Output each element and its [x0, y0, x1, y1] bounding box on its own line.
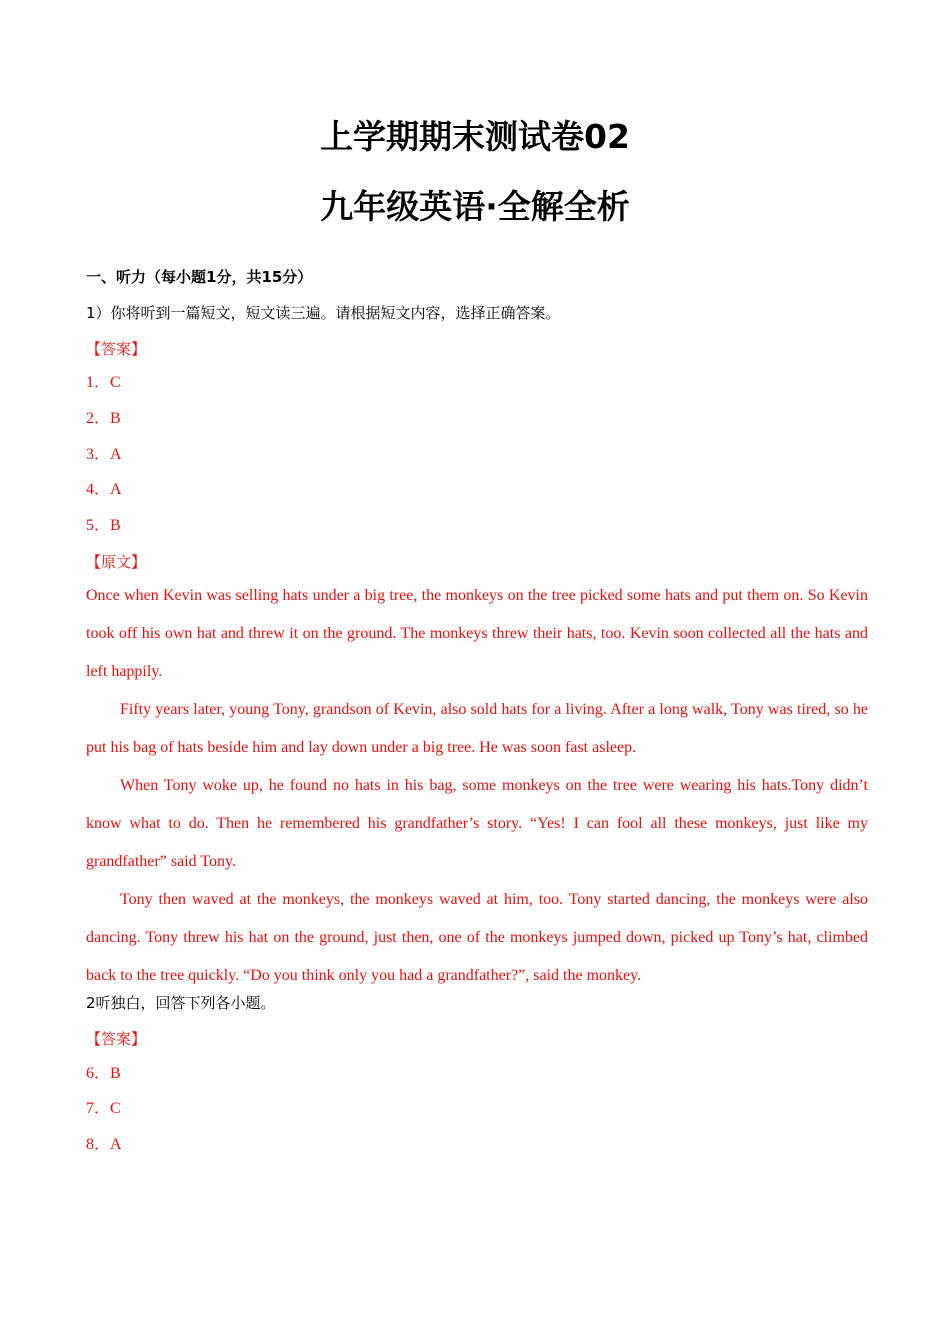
answer-label: 【答案】 [86, 340, 147, 358]
part1-instruction: 1）你将听到一篇短文，短文读三遍。请根据短文内容，选择正确答案。 [86, 304, 561, 322]
transcript-label: 【原文】 [86, 553, 147, 571]
page-subtitle: 九年级英语·全解全析 [320, 187, 630, 226]
answer-item: 2．B [86, 410, 121, 427]
answer-item: 5．B [86, 517, 121, 534]
transcript-paragraph: Tony then waved at the monkeys, the monkeys waved at him, too. Tony started dancing, the monkeys were also dancing. Tony threw his hat on the ground, just then, one of the monkeys jumped down, picked up Tony’s hat, climbed back to the tree quickly. “Do you think only you had a grandfather?”, said the monkey. [86, 891, 868, 984]
answer-label: 【答案】 [86, 1030, 147, 1048]
page-title: 上学期期末测试卷02 [320, 117, 630, 156]
part2-instruction: 2听独白，回答下列各小题。 [86, 994, 276, 1012]
answer-item: 4．A [86, 481, 122, 498]
answer-item: 3．A [86, 446, 122, 463]
transcript-paragraph: When Tony woke up, he found no hats in his bag, some monkeys on the tree were wearing his hats.Tony didn’t know what to do. Then he remembered his grandfather’s story. “Yes! I can fool all these monkeys, just like my grandfather” said Tony. [86, 777, 868, 870]
answer-item: 6．B [86, 1065, 121, 1082]
answer-item: 8．A [86, 1136, 122, 1153]
answer-item: 7．C [86, 1100, 121, 1117]
transcript-paragraph: Fifty years later, young Tony, grandson of Kevin, also sold hats for a living. After a long walk, Tony was tired, so he put his bag of hats beside him and lay down under a big tree. He was soon fast asleep. [86, 701, 868, 756]
section-heading: 一、听力（每小题1分，共15分） [86, 268, 313, 286]
transcript-paragraph: Once when Kevin was selling hats under a big tree, the monkeys on the tree picked some hats and put them on. So Kevin took off his own hat and threw it on the ground. The monkeys threw their hats, too. Kevin soon collected all the hats and left happily. [86, 587, 868, 680]
answer-item: 1．C [86, 374, 121, 391]
transcript-passage [86, 577, 868, 995]
